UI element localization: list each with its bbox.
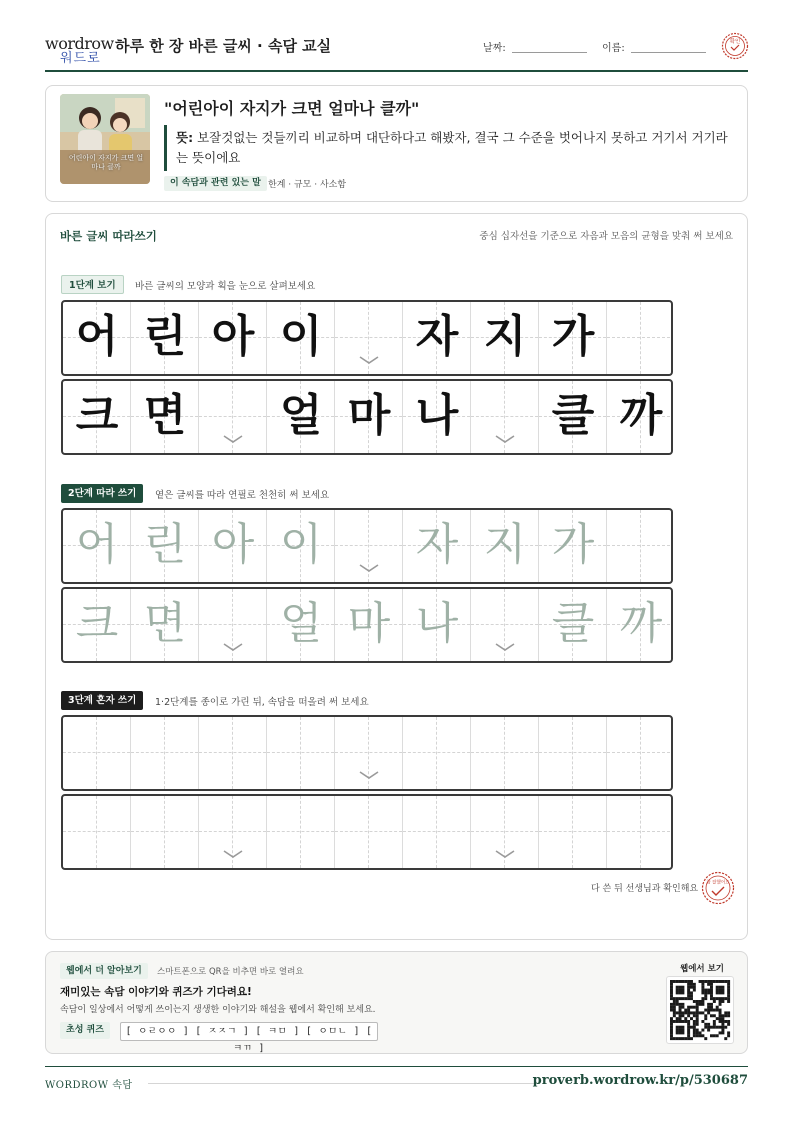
step2-badge: 2단계 따라 쓰기 <box>61 484 143 503</box>
stamp-text: 확인 <box>729 39 741 45</box>
step2-row-1[interactable] <box>61 508 673 584</box>
step2-desc: 옅은 글씨를 따라 연필로 천천히 써 보세요 <box>155 490 330 501</box>
writing-cell <box>403 381 471 453</box>
space-chevron-icon <box>358 562 380 574</box>
related-words: 한계 · 규모 · 사소함 <box>268 180 347 190</box>
name-field[interactable] <box>631 52 706 53</box>
writing-cell[interactable] <box>539 510 607 582</box>
step3-badge: 3단계 혼자 쓰기 <box>61 691 143 710</box>
writing-cell <box>335 381 403 453</box>
writing-cell[interactable] <box>539 717 607 789</box>
writing-cell <box>335 302 403 374</box>
qr-label: 웹에서 보기 <box>680 964 725 974</box>
writing-cell[interactable] <box>199 589 267 661</box>
writing-cell <box>539 381 607 453</box>
space-chevron-icon <box>222 848 244 860</box>
writing-cell <box>539 302 607 374</box>
trace-character: 어 <box>75 519 119 570</box>
trace-character: 클 <box>551 598 595 649</box>
space-chevron-icon <box>494 433 516 445</box>
footer-rule <box>148 1083 536 1084</box>
model-character: 클 <box>551 390 595 441</box>
proverb-card <box>45 85 748 202</box>
confirm-stamp-icon <box>721 32 749 60</box>
writing-cell[interactable] <box>607 796 673 868</box>
writing-cell[interactable] <box>403 717 471 789</box>
model-character: 면 <box>143 390 187 441</box>
model-character: 가 <box>551 311 595 362</box>
step3-row-2[interactable] <box>61 794 673 870</box>
writing-cell[interactable] <box>63 796 131 868</box>
writing-cell <box>267 302 335 374</box>
page-header <box>45 28 748 72</box>
date-label: 날짜: <box>483 43 506 54</box>
date-field[interactable] <box>512 52 587 53</box>
space-chevron-icon <box>222 641 244 653</box>
web-description: 속담이 일상에서 어떻게 쓰이는지 생생한 이야기와 해설을 웹에서 확인해 보세요. <box>60 1005 376 1015</box>
model-character: 아 <box>211 311 255 362</box>
model-character: 까 <box>619 390 663 441</box>
space-chevron-icon <box>358 354 380 366</box>
step2-row-2[interactable] <box>61 587 673 663</box>
writing-cell <box>199 381 267 453</box>
web-more-tag: 웹에서 더 알아보기 <box>60 963 148 979</box>
proverb-illustration <box>60 94 150 184</box>
writing-cell[interactable] <box>471 589 539 661</box>
writing-cell[interactable] <box>607 510 673 582</box>
step3-row-1[interactable] <box>61 715 673 791</box>
writing-cell <box>403 302 471 374</box>
trace-character: 면 <box>143 598 187 649</box>
page-title: 하루 한 장 바른 글씨 · 속담 교실 <box>115 37 332 55</box>
writing-cell[interactable] <box>199 510 267 582</box>
step1-desc: 바른 글씨의 모양과 획을 눈으로 살펴보세요 <box>135 281 316 292</box>
writing-cell <box>63 302 131 374</box>
meaning-accent-bar <box>164 125 167 171</box>
writing-cell <box>131 381 199 453</box>
writing-cell[interactable] <box>267 510 335 582</box>
model-character: 이 <box>279 311 323 362</box>
writing-cell[interactable] <box>63 510 131 582</box>
writing-cell[interactable] <box>607 717 673 789</box>
writing-cell[interactable] <box>539 589 607 661</box>
practice-hint: 중심 십자선을 기준으로 자음과 모음의 균형을 맞춰 써 보세요 <box>479 231 733 242</box>
proverb-meaning <box>176 128 731 168</box>
step3-desc: 1·2단계를 종이로 가린 뒤, 속담을 떠올려 써 보세요 <box>155 697 369 708</box>
step1-row-1 <box>61 300 673 376</box>
space-chevron-icon <box>494 641 516 653</box>
trace-character: 자 <box>415 519 459 570</box>
teacher-check-note: 다 쓴 뒤 선생님과 확인해요 <box>591 884 699 894</box>
logo-wordmark: wordrow <box>45 34 114 53</box>
writing-cell[interactable] <box>131 796 199 868</box>
writing-cell[interactable] <box>199 717 267 789</box>
trace-character: 얼 <box>279 598 323 649</box>
writing-cell[interactable] <box>471 717 539 789</box>
practice-title: 바른 글씨 따라쓰기 <box>60 229 157 243</box>
writing-cell <box>607 302 673 374</box>
meaning-text: 보잘것없는 것들끼리 비교하며 대단하다고 해봤자, 결국 그 수준을 벗어나지 못하고 거기서 거기라는 뜻이에요 <box>176 130 728 165</box>
qr-code[interactable] <box>666 976 734 1044</box>
illustration-caption: 어린아이 자지가 크면 얼마나 클까 <box>68 154 144 171</box>
model-character: 마 <box>347 390 391 441</box>
space-chevron-icon <box>222 433 244 445</box>
chosung-quiz-tag: 초성 퀴즈 <box>60 1022 110 1039</box>
writing-cell[interactable] <box>199 796 267 868</box>
space-chevron-icon <box>494 848 516 860</box>
web-promo-card <box>45 951 748 1054</box>
model-character: 크 <box>75 390 119 441</box>
writing-cell[interactable] <box>471 796 539 868</box>
writing-cell <box>607 381 673 453</box>
space-chevron-icon <box>358 769 380 781</box>
writing-cell <box>471 302 539 374</box>
stamp-label: 참 잘했어요 <box>706 880 730 886</box>
trace-character: 아 <box>211 519 255 570</box>
writing-cell <box>267 381 335 453</box>
logo-korean: 워드로 <box>60 51 101 66</box>
model-character: 지 <box>483 311 527 362</box>
model-character: 나 <box>415 390 459 441</box>
wordrow-logo <box>45 34 114 66</box>
writing-cell[interactable] <box>63 717 131 789</box>
related-words-tag: 이 속담과 관련 있는 말 <box>164 176 267 191</box>
trace-character: 가 <box>551 519 595 570</box>
writing-cell[interactable] <box>267 796 335 868</box>
proverb-title: "어린아이 자지가 크면 얼마나 클까" <box>164 99 420 118</box>
writing-cell <box>199 302 267 374</box>
model-character: 얼 <box>279 390 323 441</box>
trace-character: 크 <box>75 598 119 649</box>
writing-cell[interactable] <box>403 796 471 868</box>
qr-code-icon <box>667 977 733 1043</box>
writing-cell[interactable] <box>335 796 403 868</box>
meaning-label: 뜻: <box>176 130 194 145</box>
footer-url[interactable]: proverb.wordrow.kr/p/530687 <box>532 1073 748 1088</box>
trace-character: 나 <box>415 598 459 649</box>
chosung-quiz-answer: [ ㅇㄹㅇㅇ ] [ ㅈㅈㄱ ] [ ㅋㅁ ] [ ㅇㅁㄴ ] [ ㅋㄲ ] <box>120 1022 378 1041</box>
writing-cell[interactable] <box>63 589 131 661</box>
writing-cell <box>63 381 131 453</box>
writing-cell[interactable] <box>131 589 199 661</box>
good-job-stamp-icon <box>701 871 735 905</box>
footer-brand: WORDROW 속담 <box>45 1080 133 1091</box>
web-qr-hint: 스마트폰으로 QR을 비추면 바로 열려요 <box>157 967 304 977</box>
writing-cell[interactable] <box>267 589 335 661</box>
name-label: 이름: <box>602 43 625 54</box>
step1-badge: 1단계 보기 <box>61 275 124 294</box>
model-character: 자 <box>415 311 459 362</box>
writing-cell <box>131 302 199 374</box>
trace-character: 린 <box>143 519 187 570</box>
web-headline: 재미있는 속담 이야기와 퀴즈가 기다려요! <box>60 986 252 998</box>
writing-cell <box>471 381 539 453</box>
trace-character: 마 <box>347 598 391 649</box>
model-character: 린 <box>143 311 187 362</box>
writing-cell[interactable] <box>131 717 199 789</box>
writing-cell[interactable] <box>539 796 607 868</box>
practice-card <box>45 213 748 940</box>
footer-divider <box>45 1066 748 1067</box>
step1-row-2 <box>61 379 673 455</box>
writing-cell[interactable] <box>131 510 199 582</box>
trace-character: 지 <box>483 519 527 570</box>
trace-character: 이 <box>279 519 323 570</box>
writing-cell[interactable] <box>335 589 403 661</box>
model-character: 어 <box>75 311 119 362</box>
writing-cell[interactable] <box>403 510 471 582</box>
writing-cell[interactable] <box>267 717 335 789</box>
writing-cell[interactable] <box>335 717 403 789</box>
trace-character: 까 <box>619 598 663 649</box>
writing-cell[interactable] <box>335 510 403 582</box>
writing-cell[interactable] <box>607 589 673 661</box>
writing-cell[interactable] <box>403 589 471 661</box>
writing-cell[interactable] <box>471 510 539 582</box>
